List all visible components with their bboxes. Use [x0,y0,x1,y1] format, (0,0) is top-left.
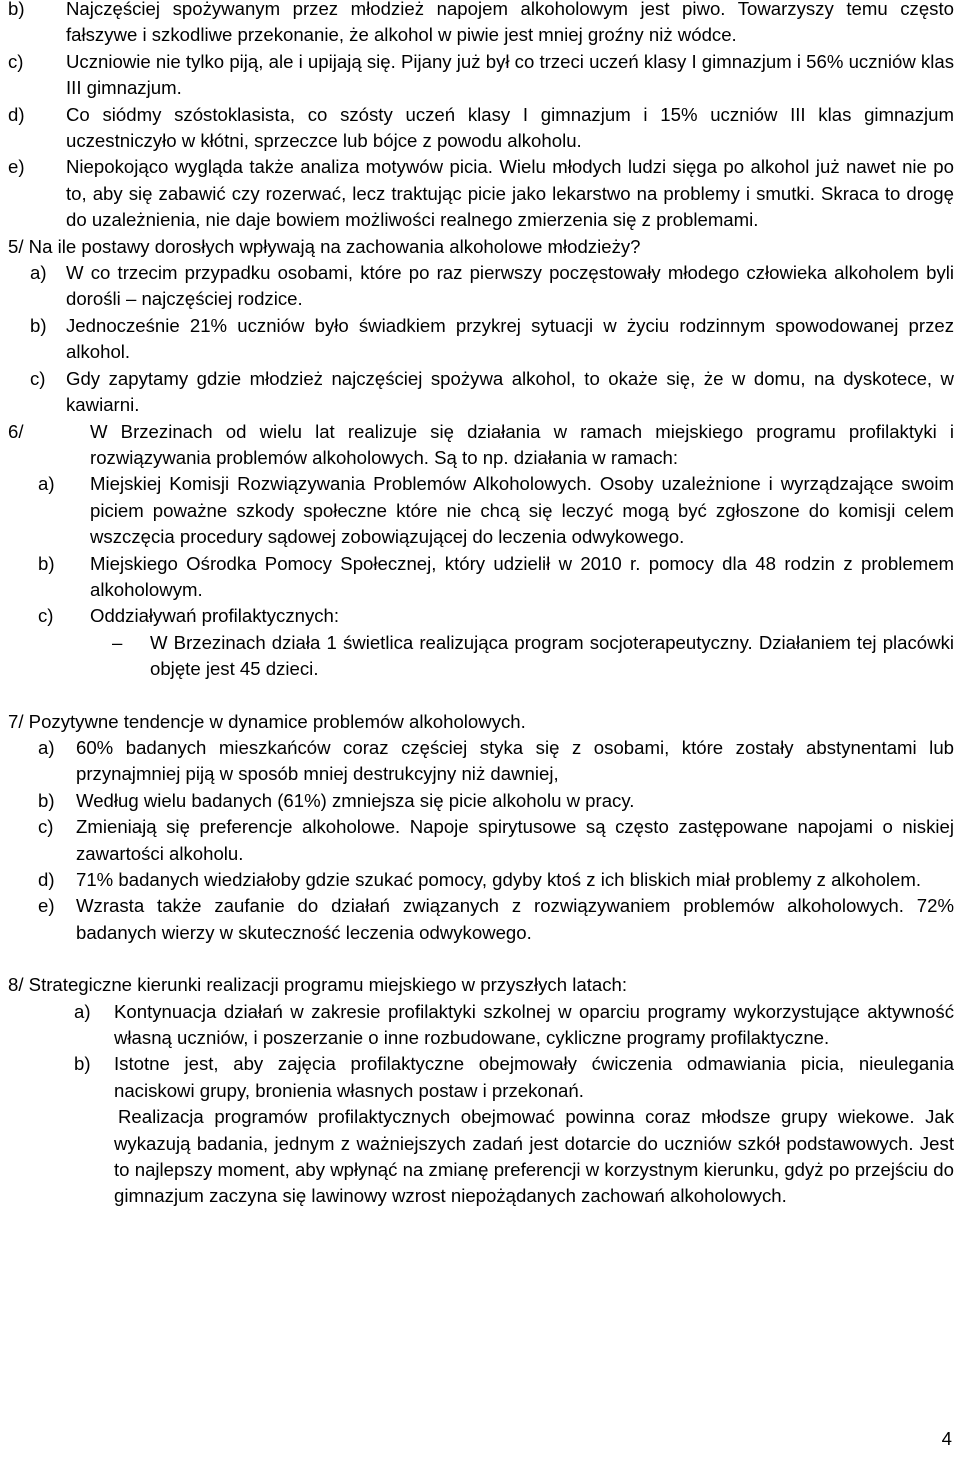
list-item-text: W Brzezinach działa 1 świetlica realizująca program socjoterapeutyczny. Działaniem tej placówki objęte jest 45 dzieci. [150,631,954,680]
list-item-8b [74,1051,954,1104]
list-item-text: Miejskiego Ośrodka Pomocy Społecznej, który udzielił w 2010 r. pomocy dla 48 rodzin z problemem alkoholowym. [90,552,954,600]
list-item-text: Istotne jest, aby zajęcia profilaktyczne obejmowały ćwiczenia odmawiania picia, nieulegania naciskowi grupy, bronienia własnych postaw i przekonań. [114,1053,954,1101]
list-item-text: Jednocześnie 21% uczniów było świadkiem przykrej sytuacji w życiu rodzinnym spowodowanej przez alkohol. [66,314,954,363]
list-item-text: Uczniowie nie tylko piją, ale i upijają się. Pijany już był co trzeci uczeń klasy I gimnazjum i 56% uczniów klas III gimnazjum. [66,50,954,99]
dash-marker: – [112,631,123,653]
list-item-6b [38,551,954,604]
list-marker: e) [8,156,25,178]
list-marker: e) [38,895,55,917]
list-item-text: Miejskiej Komisji Rozwiązywania Problemów Alkoholowych. Osoby uzależnione i wyrządzające swoim piciem poważne szkody społeczne które nie chcą się leczyć mogą być zgłoszone do komisji celem wszczęcia procedury sądowej zobowiązującej do leczenia odwykowego. [90,473,954,548]
section-heading-5: 5/ Na ile postawy dorosłych wpływają na zachowania alkoholowe młodzieży? [8,235,641,257]
list-marker: b) [30,314,47,336]
list-item-7c [38,814,954,867]
list-item-8a [74,999,954,1052]
list-item-7e [38,893,954,946]
list-marker: b) [74,1053,91,1075]
page-number: 4 [941,1428,952,1449]
closing-paragraph: Realizacja programów profilaktycznych obejmować powinna coraz młodsze grupy wiekowe. Jak wykazują badania, jednym z ważniejszych zadań jest dotarcie do uczniów szkół podstawowych. Jest to najlepszy moment, aby wpłynąć na zmianę preferencji w korzystnym kierunku, gdyż po przejściu do gimnazjum zaczyna się lawinowy wzrost niepożądanych zachowań alkoholowych. [114,1106,954,1207]
list-item-text: W co trzecim przypadku osobami, które po raz pierwszy poczęstowały młodego człowieka alkoholem byli dorośli – najczęściej rodzice. [66,262,954,310]
section-marker: 6/ [8,420,24,442]
list-item-4b [8,0,954,49]
list-item-4c [8,49,954,102]
list-marker: b) [38,789,55,811]
list-item-text: Zmieniają się preferencje alkoholowe. Napoje spirytusowe są często zastępowane napojami o niskiej zawartości alkoholu. [76,816,954,864]
list-item-7d [38,867,954,893]
list-item-4e [8,154,954,233]
list-item-text: Niepokojąco wygląda także analiza motywów picia. Wielu młodych ludzi sięga po alkohol już nawet nie po to, aby się zabawić czy rozerwać, lecz traktując picie jako lekarstwo na problemy i smutki. Skraca to drogę do uzależnienia, nie daje bowiem możliwości realnego zmierzenia się z problemami. [66,156,954,231]
list-marker: a) [30,262,47,284]
list-item-4d [8,102,954,155]
list-marker: d) [38,869,55,890]
list-item-text: Najczęściej spożywanym przez młodzież napojem alkoholowym jest piwo. Towarzyszy temu często fałszywe i szkodliwe przekonanie, że alkohol w piwie jest mniej groźny niż wódce. [66,0,954,46]
list-item-text: Gdy zapytamy gdzie młodzież najczęściej spożywa alkohol, to okaże się, że w domu, na dyskotece, w kawiarni. [66,367,954,416]
list-item-5b [30,313,954,366]
list-item-7a [38,735,954,788]
list-item-5c [30,366,954,419]
list-marker: c) [38,816,54,838]
list-item-text: Wzrasta także zaufanie do działań związanych z rozwiązywaniem problemów alkoholowych. 72% badanych wierzy w skuteczność leczenia odwykowego. [76,895,954,943]
section-heading-6 [8,419,954,472]
list-marker: a) [74,1000,91,1022]
list-item-text: Oddziaływań profilaktycznych: [90,605,340,627]
list-item-text: Kontynuacja działań w zakresie profilaktyki szkolnej w oparciu programy wykorzystujące aktywność własną uczniów, i poszerzanie o inne rozbudowane, cykliczne programy profilaktyczne. [114,1000,954,1049]
section-heading-8: 8/ Strategiczne kierunki realizacji programu miejskiego w przyszłych latach: [8,974,628,996]
list-item-text: Według wielu badanych (61%) zmniejsza się picie alkoholu w pracy. [76,789,635,811]
list-marker: d) [8,103,25,125]
list-marker: b) [38,552,55,574]
list-marker: a) [38,736,55,758]
list-marker: b) [8,0,25,19]
section-heading-text: W Brzezinach od wielu lat realizuje się działania w ramach miejskiego programu profilaktyki i rozwiązywania problemów alkoholowych. Są to np. działania w ramach: [90,420,954,468]
section-heading-7: 7/ Pozytywne tendencje w dynamice problemów alkoholowych. [8,710,526,732]
list-item-text: 71% badanych wiedziałoby gdzie szukać pomocy, gdyby ktoś z ich bliskich miał problemy z alkoholem. [76,869,922,890]
dash-list-item [112,630,954,683]
list-marker: c) [38,605,54,627]
list-marker: c) [30,367,46,389]
list-item-5a [30,260,954,313]
list-marker: a) [38,473,55,495]
list-item-6a [38,471,954,550]
list-item-7b [38,788,954,814]
list-item-text: 60% badanych mieszkańców coraz częściej styka się z osobami, które zostały abstynentami lub przynajmniej piją w sposób mniej destrukcyjny niż dawniej, [76,736,954,785]
list-item-text: Co siódmy szóstoklasista, co szósty uczeń klasy I gimnazjum i 15% uczniów III klas gimnazjum uczestniczyło w kłótni, sprzeczce lub bójce z powodu alkoholu. [66,103,954,152]
list-item-6c [38,603,954,629]
list-marker: c) [8,50,24,72]
